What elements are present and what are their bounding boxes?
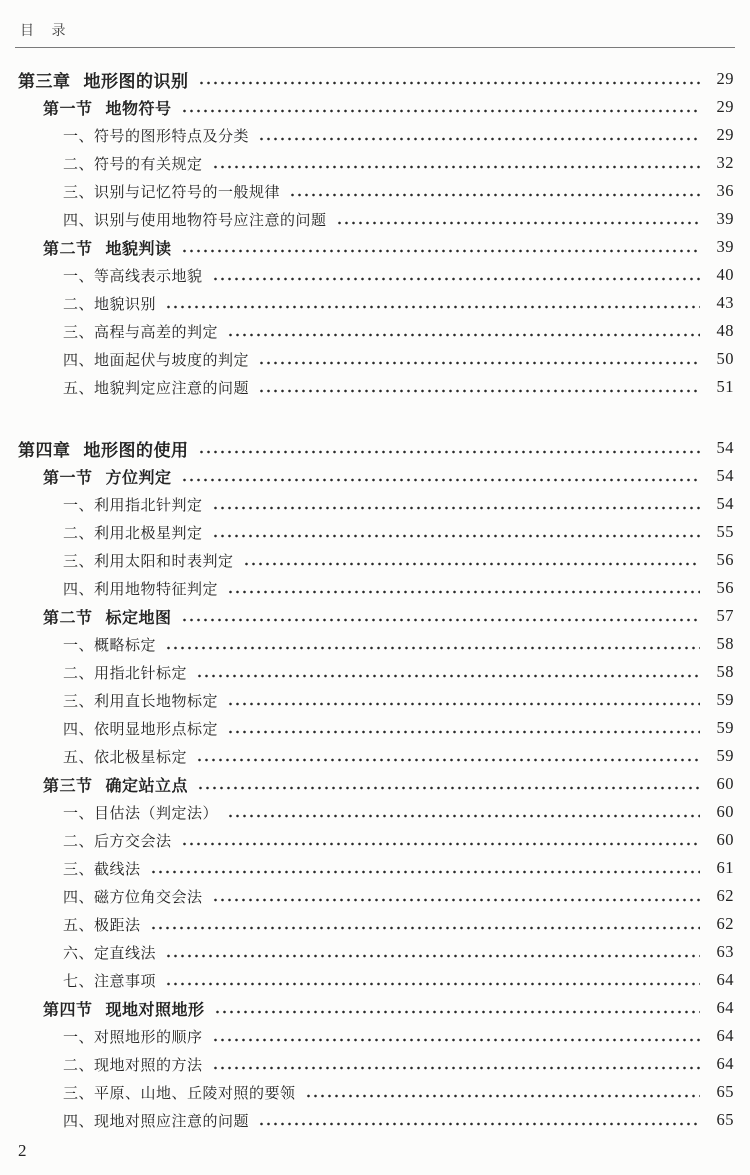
dot-leader <box>212 1038 700 1042</box>
toc-entry-page: 60 <box>716 830 734 849</box>
dot-leader <box>289 193 700 197</box>
toc-entry-page: 54 <box>716 466 734 485</box>
toc-entry-page: 59 <box>716 690 734 709</box>
toc-entry-item <box>18 938 734 966</box>
dot-leader <box>214 1010 700 1014</box>
dot-leader <box>258 389 700 393</box>
toc-entry-item <box>18 518 734 546</box>
toc-entry-page: 61 <box>716 858 734 877</box>
dot-leader <box>181 249 700 253</box>
toc-entry-title: 一、利用指北针判定 <box>63 497 203 514</box>
toc-entry-page: 62 <box>716 886 734 905</box>
page-header <box>0 0 750 40</box>
toc-entry-item <box>18 205 734 233</box>
toc-entry-page: 50 <box>716 349 734 368</box>
toc-entry-item <box>18 177 734 205</box>
toc-entry-item <box>18 574 734 602</box>
toc-entry-page: 29 <box>716 69 734 88</box>
toc-entry-section <box>18 233 734 261</box>
toc-entry-title: 三、利用直长地物标定 <box>63 693 219 710</box>
toc-entry-number: 第二节 <box>43 609 93 627</box>
toc-entry-title: 现地对照地形 <box>105 1001 205 1019</box>
dot-leader <box>150 870 700 874</box>
toc-entry-number: 第一节 <box>43 100 93 118</box>
toc-entry-item <box>18 121 734 149</box>
dot-leader <box>165 982 700 986</box>
toc-entry-page: 64 <box>716 998 734 1017</box>
toc-entry-title: 四、利用地物特征判定 <box>63 581 219 598</box>
page-footer <box>18 1141 750 1161</box>
toc-entry-page: 64 <box>716 1026 734 1045</box>
toc-entry-number: 第三章 <box>18 71 71 91</box>
toc-entry-page: 39 <box>716 237 734 256</box>
toc-entry-title: 四、识别与使用地物符号应注意的问题 <box>63 212 327 229</box>
toc-entry-item <box>18 686 734 714</box>
toc-entry-title: 五、极距法 <box>63 917 141 934</box>
toc-entry-title: 一、对照地形的顺序 <box>63 1029 203 1046</box>
toc-entry-title: 四、依明显地形点标定 <box>63 721 219 738</box>
toc-entry-page: 48 <box>716 321 734 340</box>
toc-entry-title: 方位判定 <box>105 469 172 487</box>
toc-entry-page: 56 <box>716 550 734 569</box>
toc-entry-page: 65 <box>716 1082 734 1101</box>
toc-entry-title: 三、截线法 <box>63 861 141 878</box>
toc-entry-title: 地貌判读 <box>105 240 172 258</box>
toc-entry-page: 54 <box>716 494 734 513</box>
toc-entry-number: 第四节 <box>43 1001 93 1019</box>
toc-entry-section <box>18 93 734 121</box>
dot-leader <box>212 506 700 510</box>
dot-leader <box>165 646 700 650</box>
toc-entry-title: 二、地貌识别 <box>63 296 157 313</box>
toc-entry-title: 一、等高线表示地貌 <box>63 268 203 285</box>
dot-leader <box>227 730 700 734</box>
dot-leader <box>243 562 700 566</box>
toc-entry-title: 四、地面起伏与坡度的判定 <box>63 352 250 369</box>
toc-entry-item <box>18 546 734 574</box>
dot-leader <box>227 702 700 706</box>
toc-entry-title: 一、目估法（判定法） <box>63 805 219 822</box>
toc-entry-title: 五、依北极星标定 <box>63 749 188 766</box>
toc-entry-page: 56 <box>716 578 734 597</box>
toc-entry-page: 59 <box>716 718 734 737</box>
toc-entry-page: 60 <box>716 802 734 821</box>
toc-entry-title: 二、后方交会法 <box>63 833 172 850</box>
dot-leader <box>165 954 700 958</box>
toc-entry-section <box>18 770 734 798</box>
dot-leader <box>181 842 700 846</box>
toc-entry-page: 60 <box>716 774 734 793</box>
dot-leader <box>197 786 700 790</box>
toc-entry-title: 地物符号 <box>105 100 172 118</box>
toc-entry-title: 六、定直线法 <box>63 945 157 962</box>
toc-entry-title: 确定站立点 <box>105 777 189 795</box>
toc-entry-title: 三、利用太阳和时表判定 <box>63 553 234 570</box>
toc-entry-item <box>18 1078 734 1106</box>
toc-entry-title: 四、现地对照应注意的问题 <box>63 1113 250 1130</box>
toc-entry-item <box>18 1022 734 1050</box>
dot-leader <box>258 137 700 141</box>
toc-entry-number: 第二节 <box>43 240 93 258</box>
toc-entry-title: 标定地图 <box>105 609 172 627</box>
toc-entry-page: 36 <box>716 181 734 200</box>
toc-entry-item <box>18 317 734 345</box>
toc-entry-page: 58 <box>716 634 734 653</box>
dot-leader <box>181 618 700 622</box>
dot-leader <box>196 674 700 678</box>
toc-entry-chapter <box>18 65 734 93</box>
dot-leader <box>212 898 700 902</box>
toc-entry-item <box>18 373 734 401</box>
toc-entry-item <box>18 882 734 910</box>
toc-entry-page: 55 <box>716 522 734 541</box>
toc-entry-item <box>18 966 734 994</box>
toc-entry-page: 40 <box>716 265 734 284</box>
toc-entry-title: 地形图的使用 <box>83 440 189 460</box>
dot-leader <box>198 81 701 85</box>
toc-entry-item <box>18 1050 734 1078</box>
dot-leader <box>212 277 700 281</box>
dot-leader <box>258 361 700 365</box>
toc-entry-item <box>18 854 734 882</box>
toc-entry-page: 64 <box>716 1054 734 1073</box>
toc-entry-number: 第三节 <box>43 777 93 795</box>
toc-entry-title: 地形图的识别 <box>83 71 189 91</box>
toc-entry-page: 43 <box>716 293 734 312</box>
running-head-title: 目 录 <box>20 24 66 39</box>
toc-entry-title: 二、用指北针标定 <box>63 665 188 682</box>
toc-entry-page: 64 <box>716 970 734 989</box>
dot-leader <box>227 333 700 337</box>
toc-entry-item <box>18 345 734 373</box>
toc-entry-title: 二、利用北极星判定 <box>63 525 203 542</box>
toc-entry-page: 65 <box>716 1110 734 1129</box>
dot-leader <box>212 1066 700 1070</box>
toc-entry-number: 第四章 <box>18 440 71 460</box>
toc-entry-section <box>18 462 734 490</box>
toc-entry-item <box>18 1106 734 1134</box>
toc-entry-page: 62 <box>716 914 734 933</box>
toc-entry-page: 29 <box>716 125 734 144</box>
toc-entry-section <box>18 602 734 630</box>
toc-entry-title: 三、高程与高差的判定 <box>63 324 219 341</box>
toc-entry-title: 二、符号的有关规定 <box>63 156 203 173</box>
toc-entry-page: 57 <box>716 606 734 625</box>
dot-leader <box>212 165 700 169</box>
dot-leader <box>212 534 700 538</box>
toc-entry-item <box>18 261 734 289</box>
toc-list <box>0 48 750 1134</box>
folio-page-number: 2 <box>18 1141 27 1160</box>
toc-entry-number: 第一节 <box>43 469 93 487</box>
toc-entry-item <box>18 742 734 770</box>
toc-entry-page: 63 <box>716 942 734 961</box>
toc-entry-chapter <box>18 434 734 462</box>
dot-leader <box>336 221 700 225</box>
dot-leader <box>181 478 700 482</box>
toc-entry-title: 一、概略标定 <box>63 637 157 654</box>
dot-leader <box>150 926 700 930</box>
dot-leader <box>196 758 700 762</box>
toc-entry-title: 四、磁方位角交会法 <box>63 889 203 906</box>
toc-entry-title: 三、识别与记忆符号的一般规律 <box>63 184 281 201</box>
toc-entry-item <box>18 826 734 854</box>
dot-leader <box>305 1094 700 1098</box>
toc-entry-title: 一、符号的图形特点及分类 <box>63 128 250 145</box>
dot-leader <box>258 1122 700 1126</box>
dot-leader <box>227 590 700 594</box>
dot-leader <box>181 109 700 113</box>
toc-entry-item <box>18 289 734 317</box>
toc-entry-item <box>18 714 734 742</box>
toc-entry-page: 59 <box>716 746 734 765</box>
toc-entry-item <box>18 149 734 177</box>
toc-entry-item <box>18 490 734 518</box>
toc-entry-title: 七、注意事项 <box>63 973 157 990</box>
toc-entry-title: 三、平原、山地、丘陵对照的要领 <box>63 1085 296 1102</box>
toc-entry-item <box>18 910 734 938</box>
toc-entry-title: 五、地貌判定应注意的问题 <box>63 380 250 397</box>
toc-entry-page: 54 <box>716 438 734 457</box>
toc-entry-page: 32 <box>716 153 734 172</box>
toc-entry-title: 二、现地对照的方法 <box>63 1057 203 1074</box>
toc-entry-section <box>18 994 734 1022</box>
toc-entry-item <box>18 658 734 686</box>
toc-entry-item <box>18 798 734 826</box>
toc-entry-page: 58 <box>716 662 734 681</box>
dot-leader <box>165 305 700 309</box>
toc-entry-item <box>18 630 734 658</box>
dot-leader <box>198 450 701 454</box>
toc-entry-page: 39 <box>716 209 734 228</box>
toc-entry-page: 29 <box>716 97 734 116</box>
toc-entry-page: 51 <box>716 377 734 396</box>
dot-leader <box>227 814 700 818</box>
